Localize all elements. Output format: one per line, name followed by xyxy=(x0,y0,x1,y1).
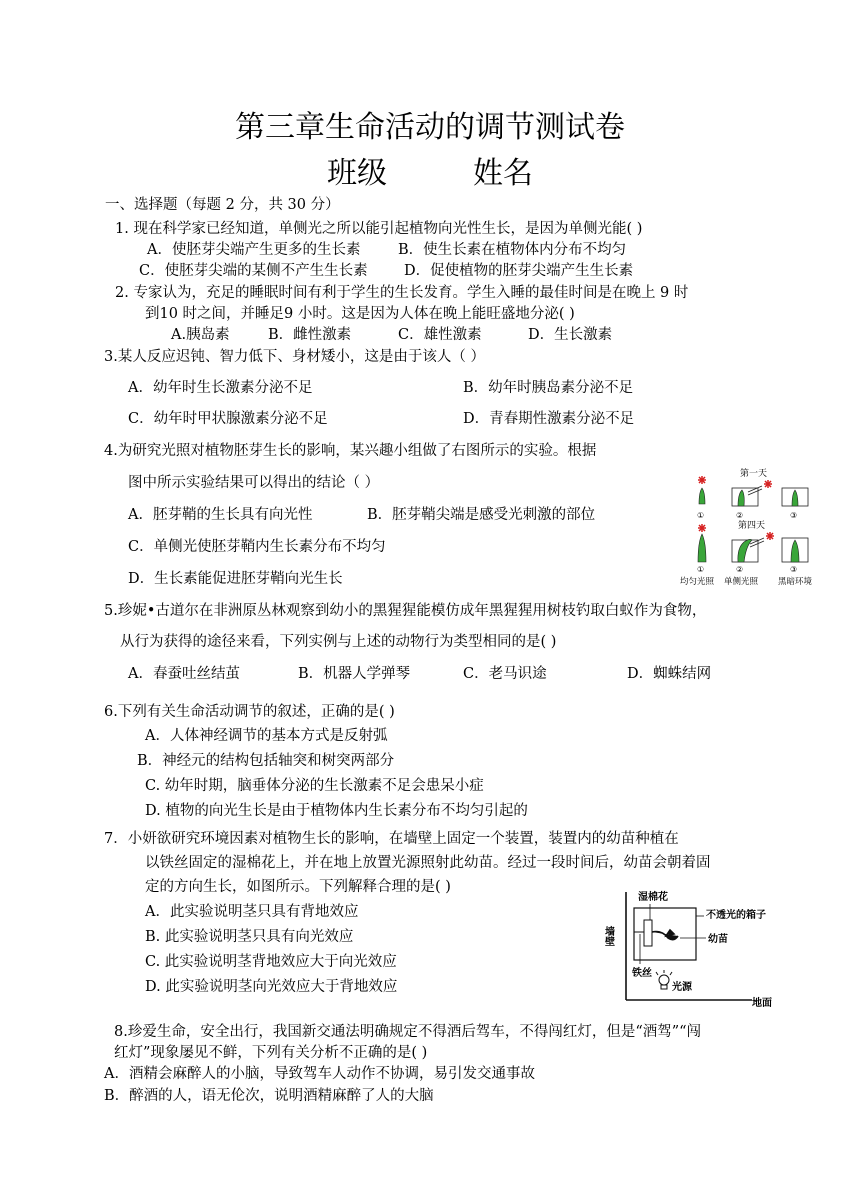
fig4-caption-3: 黑暗环境 xyxy=(778,577,813,587)
fig4-seedling-1a xyxy=(699,488,705,504)
q5-option-a: A．春蚕吐丝结茧 xyxy=(128,666,240,682)
q2-stem-line2: 到10 时之间，并睡足9 小时。这是因为人体在晚上能旺盛地分泌( ) xyxy=(145,306,575,322)
fig4-caption-1: 均匀光照 xyxy=(680,577,715,587)
q1-option-a: A．使胚芽尖端产生更多的生长素 xyxy=(147,242,361,258)
fig4-num-1b: ② xyxy=(736,511,744,520)
fig4-seedling-2b xyxy=(738,539,752,562)
q5-option-b: B．机器人学弹琴 xyxy=(298,666,411,682)
q6-option-c: C. 幼年时期，脑垂体分泌的生长激素不足会患呆小症 xyxy=(145,778,484,794)
q7-stem-line1: 7．小妍欲研究环境因素对植物生长的影响，在墙壁上固定一个装置，装置内的幼苗种植在 xyxy=(104,831,679,847)
fig7-ground-label: 地面 xyxy=(752,998,772,1009)
q4-option-b: B．胚芽鞘尖端是感受光刺激的部位 xyxy=(367,507,596,523)
q6-option-b: B．神经元的结构包括轴突和树突两部分 xyxy=(137,753,395,769)
fig4-day4-label: 第四天 xyxy=(738,521,766,531)
q4-stem-line2: 图中所示实验结果可以得出的结论（ ） xyxy=(128,475,380,491)
q2-option-a: A.胰岛素 xyxy=(171,327,230,343)
fig4-day1-label: 第一天 xyxy=(740,469,768,479)
q8-option-b: B．醉酒的人，语无伦次，说明酒精麻醉了人的大脑 xyxy=(104,1088,434,1104)
q1-option-d: D．促使植物的胚芽尖端产生生长素 xyxy=(404,263,634,279)
q2-option-b: B．雌性激素 xyxy=(268,327,352,343)
fig7-seedling xyxy=(652,930,678,940)
q8-stem-line2: 红灯”现象屡见不鲜，下列有关分析不正确的是( ) xyxy=(114,1045,428,1061)
q5-option-d: D．蜘蛛结网 xyxy=(627,666,712,682)
fig4-seedling-1b xyxy=(738,490,744,506)
fig4-light-2a xyxy=(698,524,706,532)
q3-stem: 3.某人反应迟钝、智力低下、身材矮小，这是由于该人（ ） xyxy=(104,349,485,365)
q7-option-a: A．此实验说明茎只具有背地效应 xyxy=(145,904,359,920)
class-label: 班级 xyxy=(327,156,387,191)
fig4-seedling-2c xyxy=(791,540,799,562)
fig4-light-2b xyxy=(766,532,774,540)
q8-stem-line1: 8.珍爱生命，安全出行，我国新交通法明确规定不得酒后驾车，不得闯红灯，但是“酒驾”“闯 xyxy=(114,1024,702,1040)
fig4-num-1c: ③ xyxy=(790,511,798,520)
fig4-num-2a: ① xyxy=(697,565,705,574)
fig4-side-light-1 xyxy=(748,486,762,495)
phototropism-figure xyxy=(678,462,828,588)
name-label: 姓名 xyxy=(473,156,533,191)
q7-option-d: D. 此实验说明茎向光效应大于背地效应 xyxy=(145,979,398,995)
q4-option-c: C．单侧光使胚芽鞘内生长素分布不均匀 xyxy=(128,539,386,555)
tropism-apparatus-figure xyxy=(604,886,782,1010)
fig7-wall-label: 墙壁 xyxy=(602,926,614,946)
lightbulb-icon xyxy=(656,970,672,989)
q3-option-b: B．幼年时胰岛素分泌不足 xyxy=(463,380,634,396)
fig4-seedling-2a xyxy=(698,534,706,562)
fig7-seedling-label: 幼苗 xyxy=(708,934,728,945)
fig4-light-1a xyxy=(698,476,706,484)
q7-option-c: C. 此实验说明茎背地效应大于向光效应 xyxy=(145,954,397,970)
q7-stem-line2: 以铁丝固定的湿棉花上，并在地上放置光源照射此幼苗。经过一段时间后，幼苗会朝着固 xyxy=(145,855,711,871)
q6-stem: 6.下列有关生命活动调节的叙述，正确的是( ) xyxy=(104,704,395,720)
q8-option-a: A．酒精会麻醉人的小脑，导致驾车人动作不协调，易引发交通事故 xyxy=(104,1066,535,1082)
q4-stem-line1: 4.为研究光照对植物胚芽生长的影响，某兴趣小组做了右图所示的实验。根据 xyxy=(104,443,597,459)
q7-option-b: B. 此实验说明茎只具有向光效应 xyxy=(145,929,354,945)
q3-option-d: D．青春期性激素分泌不足 xyxy=(463,411,635,427)
q6-option-a: A．人体神经调节的基本方式是反射弧 xyxy=(145,728,388,744)
fig4-caption-2: 单侧光照 xyxy=(724,577,759,587)
q2-stem-line1: 2. 专家认为，充足的睡眠时间有利于学生的生长发育。学生入睡的最佳时间是在晚上 9 时 xyxy=(115,285,689,301)
q3-option-a: A．幼年时生长激素分泌不足 xyxy=(128,380,313,396)
fig7-cotton-label: 湿棉花 xyxy=(638,892,668,903)
fig4-box-1b xyxy=(732,488,758,506)
q1-stem: 1. 现在科学家已经知道，单侧光之所以能引起植物向光性生长，是因为单侧光能( ) xyxy=(115,221,643,237)
q2-option-d: D．生长激素 xyxy=(528,327,613,343)
fig7-cotton xyxy=(644,920,652,946)
fig7-box-label: 不透光的箱子 xyxy=(706,910,766,921)
q2-option-c: C．雄性激素 xyxy=(398,327,482,343)
fig4-num-1a: ① xyxy=(697,511,705,520)
fig4-side-light-2 xyxy=(750,538,764,547)
q5-stem-line2: 从行为获得的途径来看，下列实例与上述的动物行为类型相同的是( ) xyxy=(120,634,557,650)
q5-stem-line1: 5.珍妮•古道尔在非洲原丛林观察到幼小的黑猩猩能模仿成年黑猩猩用树枝钓取白蚁作为食物， xyxy=(104,603,707,619)
fig4-num-2b: ② xyxy=(736,565,744,574)
q4-option-d: D．生长素能促进胚芽鞘向光生长 xyxy=(128,571,343,587)
q4-option-a: A．胚芽鞘的生长具有向光性 xyxy=(128,507,313,523)
class-name-line xyxy=(0,155,860,193)
q1-option-c: C．使胚芽尖端的某侧不产生生长素 xyxy=(139,263,368,279)
q5-option-c: C．老马识途 xyxy=(463,666,547,682)
q1-option-b: B．使生长素在植物体内分布不均匀 xyxy=(398,242,627,258)
page-title: 第三章生命活动的调节测试卷 xyxy=(235,110,625,145)
section-heading: 一、选择题（每题 2 分，共 30 分） xyxy=(105,197,340,213)
fig4-light-1b xyxy=(764,480,772,488)
q6-option-d: D. 植物的向光生长是由于植物体内生长素分布不均匀引起的 xyxy=(145,803,528,819)
q7-stem-line3: 定的方向生长，如图所示。下列解释合理的是( ) xyxy=(145,879,451,895)
fig7-light-label: 光源 xyxy=(672,982,692,993)
fig4-num-2c: ③ xyxy=(790,565,798,574)
fig4-seedling-1c xyxy=(792,490,798,506)
q3-option-c: C．幼年时甲状腺激素分泌不足 xyxy=(128,411,328,427)
fig7-wire-label: 铁丝 xyxy=(632,968,652,979)
